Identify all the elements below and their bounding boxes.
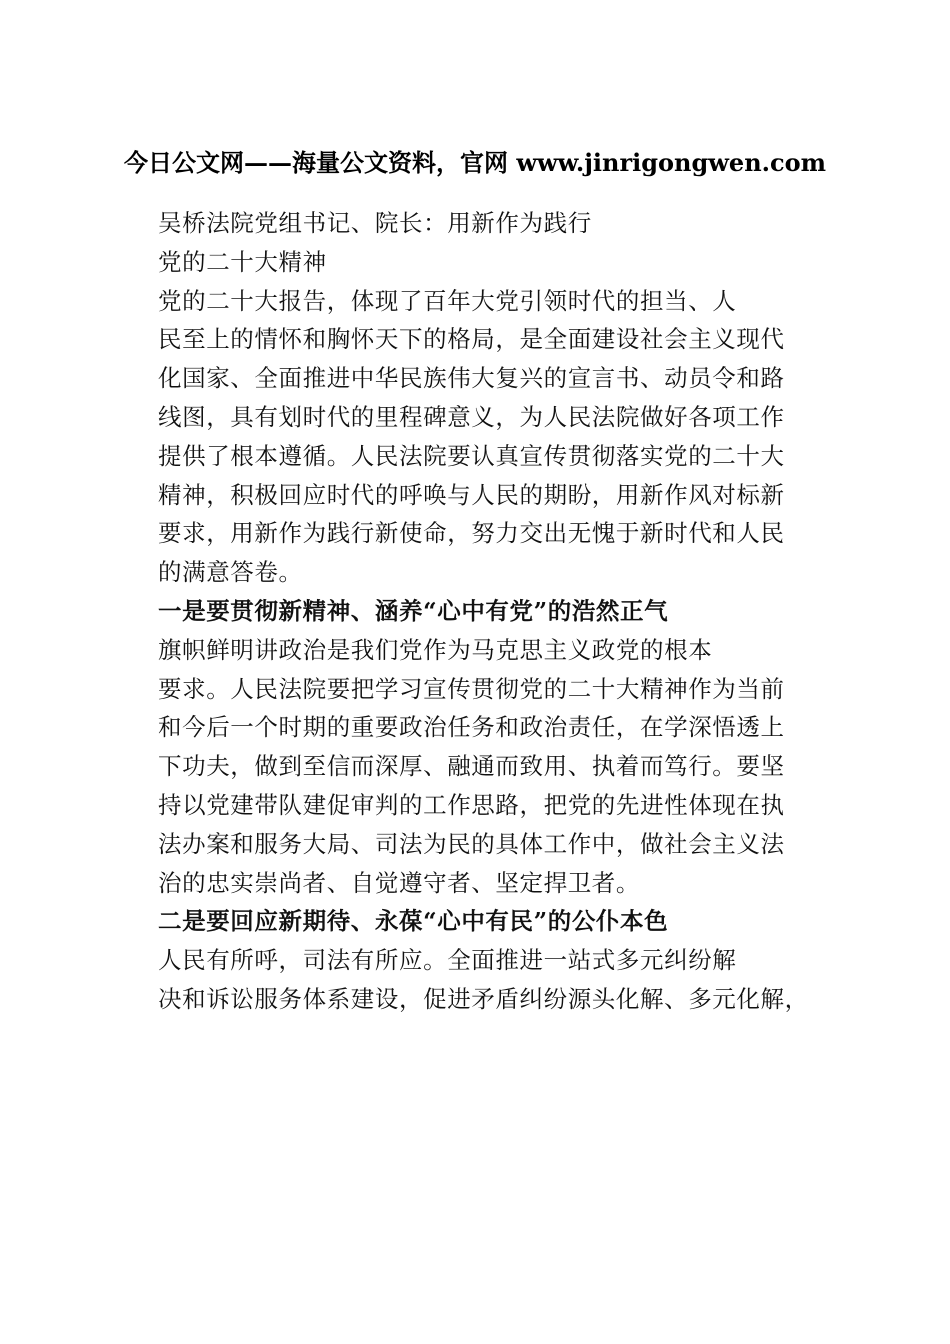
paragraph-line: 精神，积极回应时代的呼唤与人民的期盼，用新作风对标新	[158, 480, 785, 509]
paragraph-line: 的满意答卷。	[158, 558, 303, 587]
article-title-line-2: 党的二十大精神	[158, 247, 327, 276]
paragraph-line: 人民有所呼，司法有所应。全面推进一站式多元纠纷解	[158, 946, 737, 975]
article-title-line-1: 吴桥法院党组书记、院长：用新作为践行	[158, 209, 592, 237]
paragraph-line: 要求，用新作为践行新使命，努力交出无愧于新时代和人民	[158, 519, 785, 548]
article-body	[158, 204, 838, 1019]
section-heading-1: 一是要贯彻新精神、涵养“心中有党”的浩然正气	[158, 596, 669, 625]
paragraph-line: 提供了根本遵循。人民法院要认真宣传贯彻落实党的二十大	[158, 441, 785, 470]
paragraph-line: 法办案和服务大局、司法为民的具体工作中，做社会主义法	[158, 829, 785, 858]
paragraph-line: 持以党建带队建促审判的工作思路，把党的先进性体现在执	[158, 790, 785, 819]
paragraph-line: 要求。人民法院要把学习宣传贯彻党的二十大精神作为当前	[158, 674, 785, 703]
paragraph-line: 化国家、全面推进中华民族伟大复兴的宣言书、动员令和路	[158, 364, 785, 393]
paragraph-line: 党的二十大报告，体现了百年大党引领时代的担当、人	[158, 286, 737, 315]
paragraph-line: 决和诉讼服务体系建设，促进矛盾纠纷源头化解、多元化解，	[158, 984, 809, 1013]
paragraph-line: 和今后一个时期的重要政治任务和政治责任，在学深悟透上	[158, 713, 785, 742]
paragraph-line: 旗帜鲜明讲政治是我们党作为马克思主义政党的根本	[158, 635, 713, 664]
paragraph-line: 民至上的情怀和胸怀天下的格局，是全面建设社会主义现代	[158, 325, 785, 354]
paragraph-line: 下功夫，做到至信而深厚、融通而致用、执着而笃行。要坚	[158, 752, 785, 781]
site-header: 今日公文网——海量公文资料，官网 www.jinrigongwen.com	[123, 148, 827, 177]
paragraph-line: 线图，具有划时代的里程碑意义，为人民法院做好各项工作	[158, 402, 785, 431]
section-heading-2: 二是要回应新期待、永葆“心中有民”的公仆本色	[158, 907, 669, 936]
paragraph-line: 治的忠实崇尚者、自觉遵守者、坚定捍卫者。	[158, 868, 640, 897]
